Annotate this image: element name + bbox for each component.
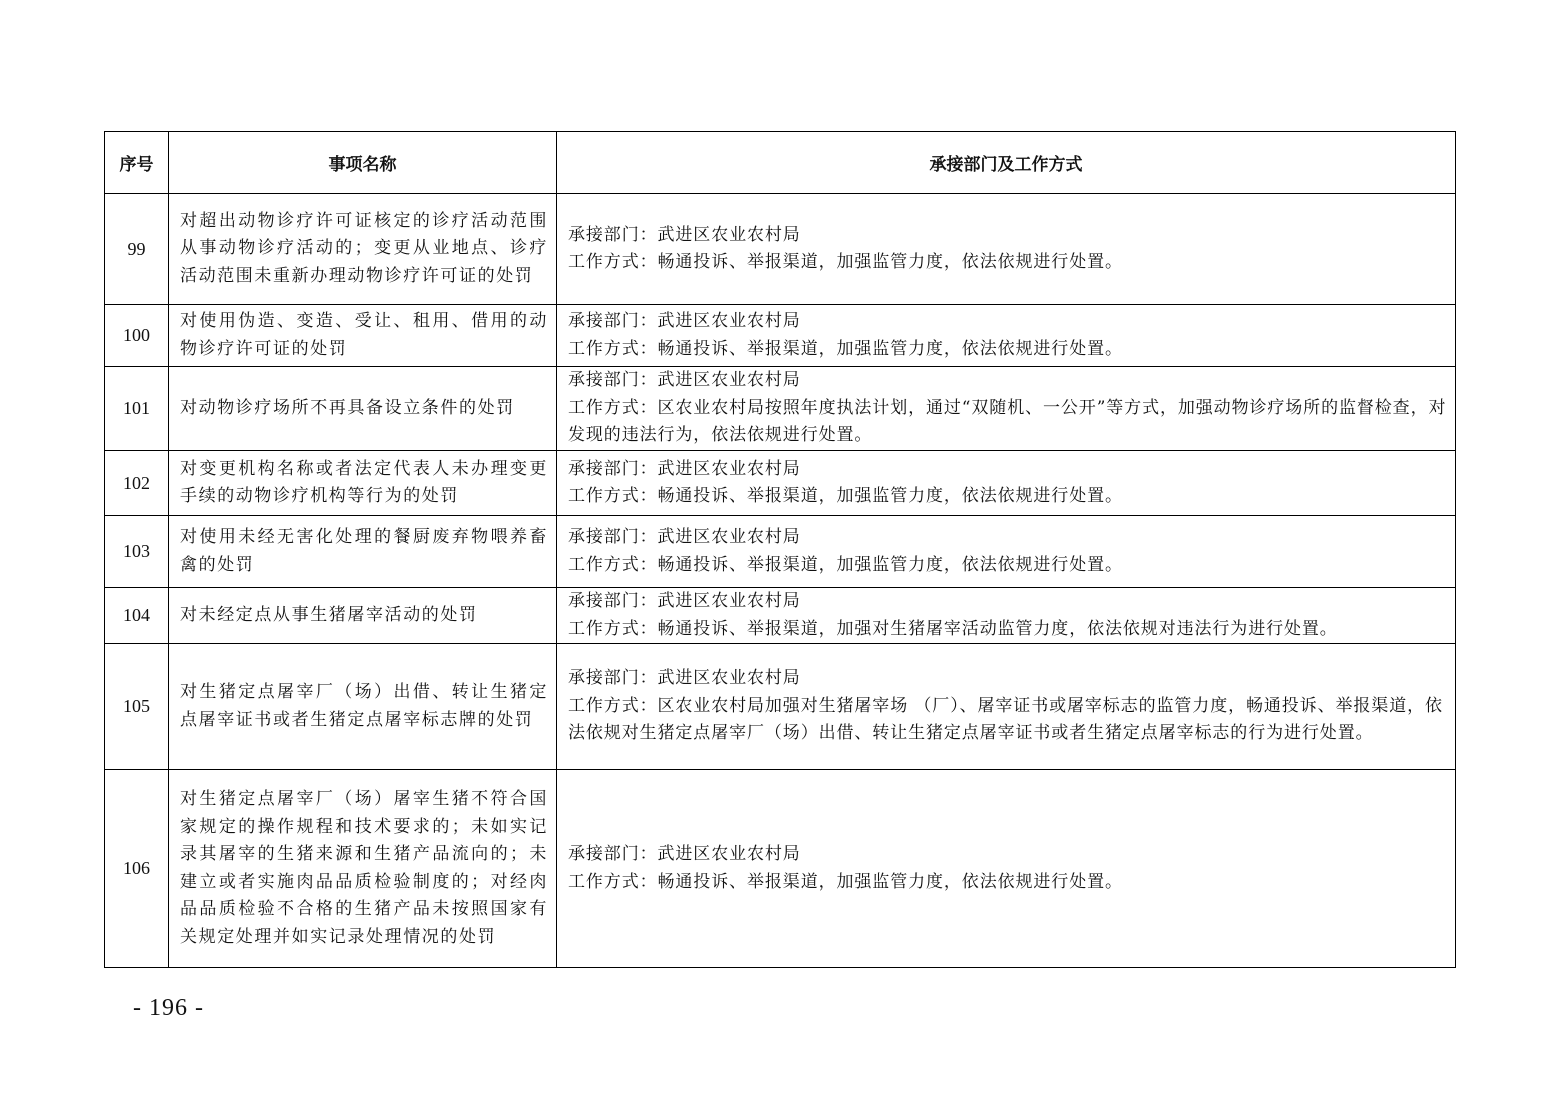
department-text: 承接部门：武进区农业农村局 — [568, 224, 801, 245]
table-row — [105, 588, 1456, 644]
row-serial-number: 101 — [105, 367, 169, 451]
table-row — [105, 770, 1456, 968]
table-row — [105, 194, 1456, 305]
row-department-method — [557, 644, 1456, 770]
department-text: 承接部门：武进区农业农村局 — [568, 668, 801, 689]
row-department-method — [557, 770, 1456, 968]
row-department-method — [557, 194, 1456, 305]
method-text: 工作方式：区农业农村局按照年度执法计划，通过“双随机、一公开”等方式，加强动物诊疗场所的监督检查，对发现的违法行为，依法依规进行处置。 — [568, 397, 1447, 446]
matters-table — [104, 131, 1456, 968]
row-matter-name: 对动物诊疗场所不再具备设立条件的处罚 — [169, 367, 557, 451]
row-department-method — [557, 588, 1456, 644]
method-text: 工作方式：畅通投诉、举报渠道，加强监管力度，依法依规进行处置。 — [568, 338, 1123, 359]
row-serial-number: 102 — [105, 451, 169, 516]
row-serial-number: 105 — [105, 644, 169, 770]
table-row — [105, 367, 1456, 451]
table-row — [105, 305, 1456, 367]
table-header-row — [105, 132, 1456, 194]
row-matter-name: 对变更机构名称或者法定代表人未办理变更手续的动物诊疗机构等行为的处罚 — [169, 451, 557, 516]
header-department-method: 承接部门及工作方式 — [557, 132, 1456, 194]
row-department-method — [557, 516, 1456, 588]
department-text: 承接部门：武进区农业农村局 — [568, 527, 801, 547]
table-row — [105, 451, 1456, 516]
row-department-method — [557, 367, 1456, 451]
row-matter-name: 对超出动物诊疗许可证核定的诊疗活动范围从事动物诊疗活动的；变更从业地点、诊疗活动范围未重新办理动物诊疗许可证的处罚 — [169, 194, 557, 305]
department-text: 承接部门：武进区农业农村局 — [568, 370, 801, 391]
row-serial-number: 100 — [105, 305, 169, 367]
department-text: 承接部门：武进区农业农村局 — [568, 591, 801, 611]
method-text: 工作方式：畅通投诉、举报渠道，加强监管力度，依法依规进行处置。 — [568, 252, 1123, 272]
row-matter-name: 对使用伪造、变造、受让、租用、借用的动物诊疗许可证的处罚 — [169, 305, 557, 367]
page-number: - 196 - — [133, 995, 204, 1021]
row-matter-name: 对使用未经无害化处理的餐厨废弃物喂养畜禽的处罚 — [169, 516, 557, 588]
method-text: 工作方式：畅通投诉、举报渠道，加强监管力度，依法依规进行处置。 — [568, 486, 1123, 506]
department-text: 承接部门：武进区农业农村局 — [568, 311, 801, 331]
table-row — [105, 516, 1456, 588]
department-text: 承接部门：武进区农业农村局 — [568, 458, 801, 479]
row-department-method — [557, 305, 1456, 367]
header-matter-name: 事项名称 — [169, 132, 557, 194]
department-text: 承接部门：武进区农业农村局 — [568, 844, 801, 864]
row-matter-name: 对生猪定点屠宰厂（场）屠宰生猪不符合国家规定的操作规程和技术要求的；未如实记录其屠宰的生猪来源和生猪产品流向的；未建立或者实施肉品品质检验制度的；对经肉品品质检验不合格的生猪产品未按照国家有关规定处理并如实记录处理情况的处罚 — [169, 770, 557, 968]
row-serial-number: 104 — [105, 588, 169, 644]
row-serial-number: 106 — [105, 770, 169, 968]
method-text: 工作方式：区农业农村局加强对生猪屠宰场 （厂）、屠宰证书或屠宰标志的监管力度，畅通投诉、举报渠道，依法依规对生猪定点屠宰厂（场）出借、转让生猪定点屠宰证书或者生猪定点屠宰标志的行为进行处置。 — [568, 695, 1443, 744]
row-serial-number: 99 — [105, 194, 169, 305]
method-text: 工作方式：畅通投诉、举报渠道，加强监管力度，依法依规进行处置。 — [568, 871, 1123, 892]
table-row — [105, 644, 1456, 770]
row-matter-name: 对未经定点从事生猪屠宰活动的处罚 — [169, 588, 557, 644]
row-serial-number: 103 — [105, 516, 169, 588]
method-text: 工作方式：畅通投诉、举报渠道，加强监管力度，依法依规进行处置。 — [568, 554, 1123, 575]
row-matter-name: 对生猪定点屠宰厂（场）出借、转让生猪定点屠宰证书或者生猪定点屠宰标志牌的处罚 — [169, 644, 557, 770]
method-text: 工作方式：畅通投诉、举报渠道，加强对生猪屠宰活动监管力度，依法依规对违法行为进行处置。 — [568, 618, 1338, 639]
row-department-method — [557, 451, 1456, 516]
header-serial-number: 序号 — [105, 132, 169, 194]
